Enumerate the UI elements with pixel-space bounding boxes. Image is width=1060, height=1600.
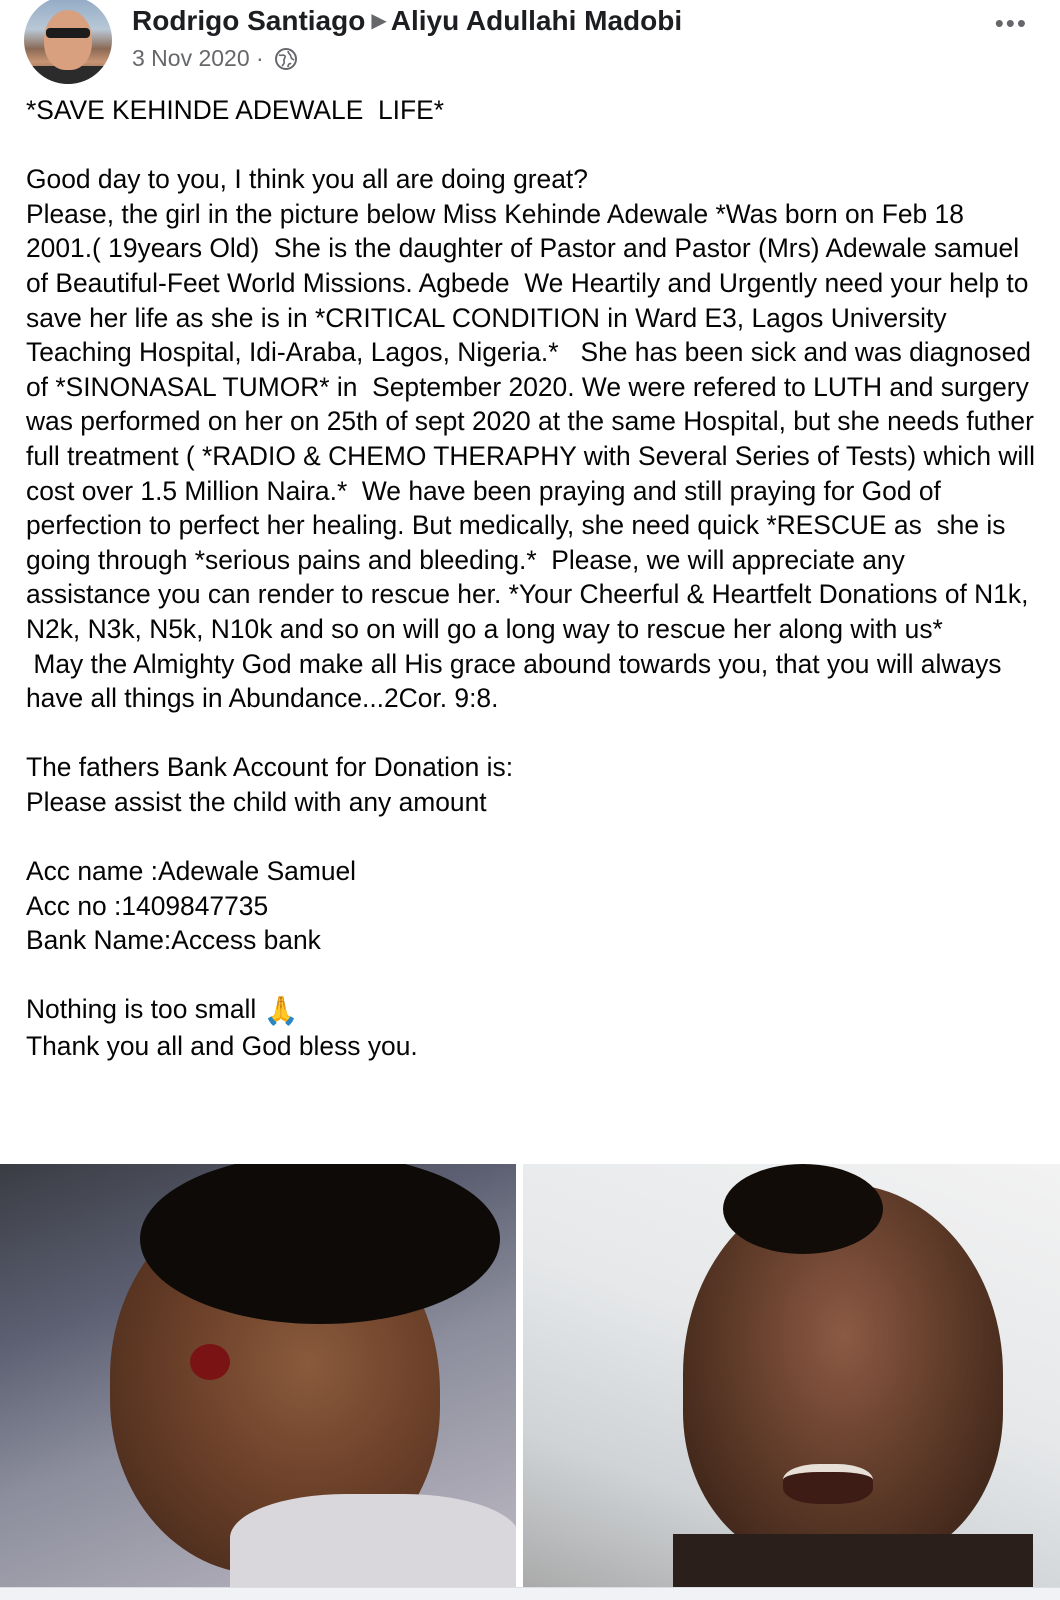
post-date[interactable]: 3 Nov 2020	[132, 45, 250, 71]
praying-hands-icon: 🙏	[263, 995, 299, 1027]
post-photo-2[interactable]	[523, 1164, 1060, 1587]
photo-hair	[723, 1164, 883, 1254]
bank-intro: The fathers Bank Account for Donation is: Please assist the child with any amount	[26, 752, 514, 817]
globe-icon	[274, 47, 298, 77]
more-dots-icon[interactable]: •••	[994, 8, 1028, 38]
post-text	[26, 93, 1036, 1064]
photo-gown	[230, 1494, 516, 1587]
account-details: Acc name :Adewale Samuel Acc no :1409847735 Bank Name:Access bank	[26, 856, 357, 956]
author-name[interactable]: Rodrigo Santiago	[132, 5, 366, 36]
meta-separator: ·	[256, 45, 264, 71]
author-avatar[interactable]	[24, 0, 112, 84]
share-arrow-icon: ▶	[371, 10, 387, 32]
post-photos	[0, 1164, 1060, 1587]
photo-hair	[140, 1164, 500, 1324]
appeal-paragraph: Good day to you, I think you all are doing great? Please, the girl in the picture below Miss Kehinde Adewale *Was born on Feb 18 2001.( 19years Old) She is the daughter of Pastor and Pastor (Mrs) Adewale samuel of Beautiful-Feet World Missions. Agbede We Heartily and Urgently need your help to save her life as she is in *CRITICAL CONDITION in Ward E3, Lagos University Teaching Hospital, Idi-Araba, Lagos, Nigeria.* She has been sick and was diagnosed of *SINONASAL TUMOR* in September 2020. We were refered to LUTH and surgery was performed on her on 25th of sept 2020 at the same Hospital, but she needs futher full treatment ( *RADIO & CHEMO THERAPHY with Several Series of Tests) which will cost over 1.5 Million Naira.* We have been praying and still praying for God of perfection to perfect her healing. But medically, she need quick *RESCUE as she is going through *serious pains and bleeding.* Please, we will appreciate any assistance you can render to rescue her. *Your Cheerful & Heartfelt Donations of N1k, N2k, N3k, N5k, N10k and so on will go a long way to rescue her along with us* May the Almighty God make all His grace abound towards you, that you will always have all things in Abundance...2Cor. 9:8.	[26, 164, 1036, 714]
post-author-line	[132, 5, 682, 37]
avatar-face	[44, 10, 92, 70]
bottom-bar	[0, 1587, 1060, 1600]
post-header	[0, 0, 1060, 92]
post-title: *SAVE KEHINDE ADEWALE LIFE*	[26, 95, 444, 125]
paragraph-gap	[26, 716, 1036, 751]
photo-mouth	[783, 1464, 873, 1504]
closing-text: Nothing is too small	[26, 994, 264, 1025]
paragraph-gap	[26, 819, 1036, 854]
closing-line-1	[26, 992, 1036, 1029]
recipient-name[interactable]: Aliyu Adullahi Madobi	[390, 5, 683, 36]
post-meta	[132, 45, 298, 77]
photo-wound	[190, 1344, 230, 1380]
paragraph-gap	[26, 128, 1036, 163]
closing-line-2: Thank you all and God bless you.	[26, 1031, 418, 1062]
paragraph-gap	[26, 958, 1036, 993]
photo-shirt	[673, 1534, 1033, 1587]
post-photo-1[interactable]	[0, 1164, 516, 1587]
avatar-glasses	[46, 28, 90, 38]
